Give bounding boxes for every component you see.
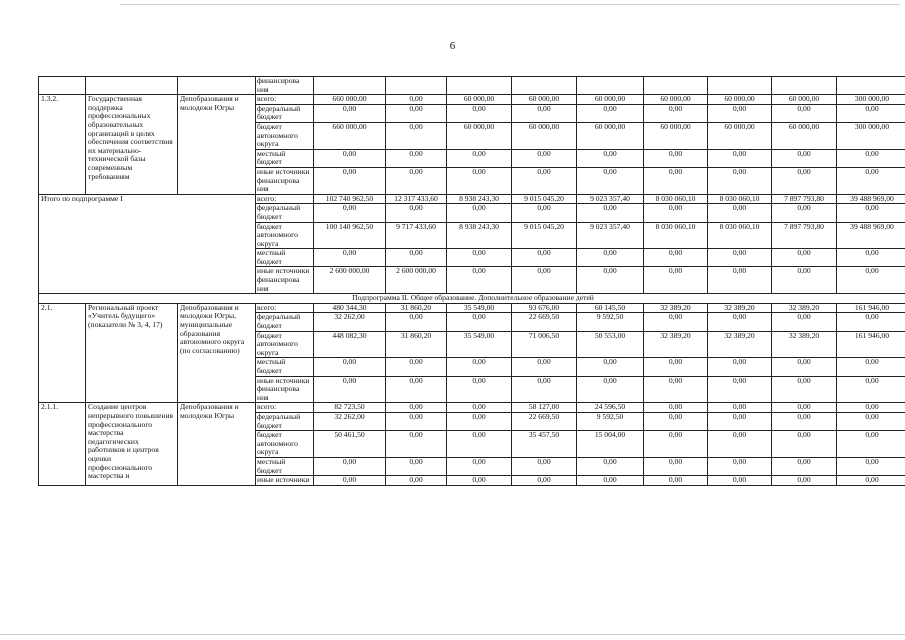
amount-cell: 0,00	[447, 267, 512, 294]
amount-cell: 0,00	[772, 403, 837, 413]
amount-cell: 60 000,00	[772, 122, 837, 149]
funding-source-cell: местный бюджет	[256, 358, 314, 376]
amount-cell: 0,00	[386, 431, 447, 458]
amount-cell: 50 461,50	[314, 431, 386, 458]
amount-cell: 0,00	[837, 267, 905, 294]
funding-source-cell: всего:	[256, 194, 314, 204]
amount-cell: 60 000,00	[708, 122, 772, 149]
amount-cell: 60 145,50	[577, 303, 644, 313]
amount-cell: 8 030 060,10	[644, 194, 708, 204]
financing-table-body	[39, 77, 905, 486]
amount-cell: 58 127,00	[512, 403, 577, 413]
event-name-cell: Государственная поддержка профессиональных образовательных организаций в целях обеспечения соответствия их материально-технической базы современным требованиям	[86, 95, 178, 195]
event-name-cell: Создание центров непрерывного повышения профессионального мастерства педагогических работников и центров оценки профессионального мастерства и	[86, 403, 178, 485]
amount-cell: 8 030 060,10	[708, 194, 772, 204]
amount-cell: 39 488 969,00	[837, 194, 905, 204]
amount-cell: 0,00	[512, 267, 577, 294]
amount-cell: 0,00	[708, 204, 772, 222]
funding-source-cell: федеральный бюджет	[256, 204, 314, 222]
amount-cell: 9 592,50	[577, 412, 644, 430]
amount-cell: 2 600 000,00	[386, 267, 447, 294]
funding-source-cell: всего:	[256, 303, 314, 313]
amount-cell: 0,00	[644, 313, 708, 331]
amount-cell: 0,00	[386, 204, 447, 222]
amount-cell: 0,00	[644, 149, 708, 167]
amount-cell: 0,00	[314, 457, 386, 475]
subtotal-label: Итого по подпрограмме I	[39, 194, 256, 294]
amount-cell: 31 860,20	[386, 331, 447, 358]
amount-cell: 60 000,00	[708, 95, 772, 105]
amount-cell	[772, 77, 837, 95]
amount-cell: 0,00	[772, 149, 837, 167]
amount-cell: 0,00	[772, 457, 837, 475]
amount-cell: 0,00	[512, 104, 577, 122]
amount-cell: 0,00	[314, 358, 386, 376]
funding-source-cell: иные источники	[256, 476, 314, 486]
amount-cell: 0,00	[386, 376, 447, 403]
amount-cell: 0,00	[772, 204, 837, 222]
amount-cell: 0,00	[447, 403, 512, 413]
amount-cell: 0,00	[512, 167, 577, 194]
amount-cell	[837, 77, 905, 95]
amount-cell: 50 553,00	[577, 331, 644, 358]
amount-cell: 0,00	[772, 104, 837, 122]
amount-cell: 9 015 045,20	[512, 194, 577, 204]
event-name-cell: Региональный проект «Учитель будущего» (показатели № 3, 4, 17)	[86, 303, 178, 403]
amount-cell: 0,00	[708, 149, 772, 167]
amount-cell: 0,00	[772, 267, 837, 294]
amount-cell: 0,00	[644, 431, 708, 458]
amount-cell: 0,00	[644, 412, 708, 430]
amount-cell: 0,00	[577, 167, 644, 194]
amount-cell: 0,00	[447, 476, 512, 486]
amount-cell: 0,00	[837, 149, 905, 167]
amount-cell: 22 669,50	[512, 412, 577, 430]
amount-cell: 32 389,20	[772, 331, 837, 358]
funding-source-cell: иные источники финансирова ния	[256, 376, 314, 403]
table-row	[39, 194, 905, 204]
funding-source-cell: бюджет автономного округа	[256, 431, 314, 458]
amount-cell: 0,00	[708, 267, 772, 294]
amount-cell: 0,00	[386, 104, 447, 122]
amount-cell: 0,00	[447, 358, 512, 376]
amount-cell: 0,00	[512, 376, 577, 403]
subprogram-header-row	[39, 294, 905, 304]
amount-cell: 0,00	[577, 358, 644, 376]
amount-cell: 100 140 962,50	[314, 222, 386, 249]
funding-source-cell: местный бюджет	[256, 149, 314, 167]
amount-cell: 0,00	[708, 431, 772, 458]
amount-cell: 9 023 357,40	[577, 194, 644, 204]
amount-cell: 0,00	[772, 476, 837, 486]
amount-cell: 0,00	[512, 476, 577, 486]
amount-cell: 0,00	[577, 149, 644, 167]
amount-cell: 8 030 060,10	[644, 222, 708, 249]
amount-cell: 0,00	[644, 376, 708, 403]
responsible-cell: Депобразования и молодежи Югры	[178, 95, 256, 195]
amount-cell: 0,00	[577, 457, 644, 475]
funding-source-cell: иные источники финансирова ния	[256, 167, 314, 194]
amount-cell: 0,00	[386, 122, 447, 149]
amount-cell: 7 897 793,80	[772, 222, 837, 249]
amount-cell: 0,00	[314, 149, 386, 167]
amount-cell: 161 946,00	[837, 303, 905, 313]
amount-cell: 2 600 000,00	[314, 267, 386, 294]
amount-cell: 32 389,20	[772, 303, 837, 313]
amount-cell: 60 000,00	[772, 95, 837, 105]
amount-cell: 0,00	[837, 412, 905, 430]
amount-cell: 8 030 060,10	[708, 222, 772, 249]
amount-cell: 0,00	[577, 267, 644, 294]
amount-cell: 0,00	[314, 104, 386, 122]
amount-cell: 0,00	[447, 249, 512, 267]
amount-cell: 0,00	[386, 403, 447, 413]
amount-cell: 9 717 433,60	[386, 222, 447, 249]
amount-cell: 60 000,00	[512, 122, 577, 149]
responsible-cell	[178, 77, 256, 95]
amount-cell: 0,00	[577, 104, 644, 122]
amount-cell: 0,00	[837, 313, 905, 331]
amount-cell: 0,00	[772, 376, 837, 403]
number-cell	[39, 77, 86, 95]
amount-cell: 0,00	[447, 104, 512, 122]
amount-cell: 32 389,20	[644, 331, 708, 358]
amount-cell	[314, 77, 386, 95]
amount-cell: 0,00	[837, 167, 905, 194]
amount-cell: 0,00	[837, 204, 905, 222]
amount-cell: 31 860,20	[386, 303, 447, 313]
amount-cell: 0,00	[447, 149, 512, 167]
scan-edge-top	[120, 4, 900, 5]
amount-cell: 0,00	[708, 313, 772, 331]
page-number: 6	[449, 40, 456, 52]
funding-source-cell: всего:	[256, 403, 314, 413]
amount-cell: 0,00	[708, 412, 772, 430]
amount-cell: 60 000,00	[644, 122, 708, 149]
funding-source-cell: федеральный бюджет	[256, 104, 314, 122]
amount-cell: 0,00	[644, 476, 708, 486]
amount-cell: 448 082,30	[314, 331, 386, 358]
amount-cell: 0,00	[447, 167, 512, 194]
amount-cell: 0,00	[386, 95, 447, 105]
funding-source-cell: местный бюджет	[256, 457, 314, 475]
number-cell: 2.1.1.	[39, 403, 86, 485]
amount-cell: 9 023 357,40	[577, 222, 644, 249]
amount-cell: 0,00	[772, 167, 837, 194]
amount-cell: 0,00	[577, 476, 644, 486]
amount-cell: 7 897 793,80	[772, 194, 837, 204]
amount-cell: 0,00	[512, 249, 577, 267]
amount-cell: 0,00	[708, 104, 772, 122]
amount-cell: 0,00	[708, 403, 772, 413]
amount-cell: 0,00	[512, 457, 577, 475]
amount-cell: 32 262,00	[314, 412, 386, 430]
amount-cell	[577, 77, 644, 95]
amount-cell: 32 389,20	[708, 303, 772, 313]
amount-cell: 0,00	[772, 412, 837, 430]
amount-cell: 0,00	[708, 457, 772, 475]
funding-source-cell: бюджет автономного округа	[256, 122, 314, 149]
funding-source-cell: финансирова ния	[256, 77, 314, 95]
amount-cell: 0,00	[644, 167, 708, 194]
amount-cell: 0,00	[837, 403, 905, 413]
amount-cell: 0,00	[447, 431, 512, 458]
amount-cell: 22 669,50	[512, 313, 577, 331]
amount-cell: 161 946,00	[837, 331, 905, 358]
amount-cell: 93 676,00	[512, 303, 577, 313]
amount-cell: 0,00	[837, 376, 905, 403]
amount-cell: 0,00	[837, 457, 905, 475]
amount-cell: 0,00	[512, 149, 577, 167]
amount-cell: 35 549,00	[447, 331, 512, 358]
amount-cell: 0,00	[772, 249, 837, 267]
amount-cell: 60 000,00	[447, 122, 512, 149]
financing-table	[38, 76, 905, 486]
amount-cell: 0,00	[386, 167, 447, 194]
amount-cell: 82 723,50	[314, 403, 386, 413]
subprogram-title: Подпрограмма II. Общее образование. Дополнительное образование детей	[39, 294, 905, 304]
table-row	[39, 403, 905, 413]
amount-cell: 71 006,50	[512, 331, 577, 358]
number-cell: 2.1.	[39, 303, 86, 403]
amount-cell: 0,00	[386, 149, 447, 167]
amount-cell: 0,00	[447, 412, 512, 430]
amount-cell	[512, 77, 577, 95]
amount-cell: 9 015 045,20	[512, 222, 577, 249]
table-row	[39, 95, 905, 105]
amount-cell	[447, 77, 512, 95]
amount-cell: 60 000,00	[644, 95, 708, 105]
amount-cell: 300 000,00	[837, 95, 905, 105]
amount-cell: 0,00	[772, 313, 837, 331]
table-row	[39, 77, 905, 95]
amount-cell: 0,00	[644, 104, 708, 122]
responsible-cell: Депобразования и молодежи Югры, муниципальные образования автономного округа (по согласованию)	[178, 303, 256, 403]
amount-cell: 0,00	[644, 204, 708, 222]
amount-cell: 0,00	[314, 167, 386, 194]
scan-edge-bottom	[0, 634, 905, 635]
amount-cell: 0,00	[837, 431, 905, 458]
amount-cell: 12 317 433,60	[386, 194, 447, 204]
amount-cell: 60 000,00	[577, 122, 644, 149]
amount-cell: 480 344,30	[314, 303, 386, 313]
amount-cell: 0,00	[644, 457, 708, 475]
amount-cell: 0,00	[577, 249, 644, 267]
amount-cell: 60 000,00	[447, 95, 512, 105]
amount-cell: 0,00	[386, 476, 447, 486]
amount-cell: 0,00	[386, 313, 447, 331]
amount-cell: 32 389,20	[644, 303, 708, 313]
amount-cell: 0,00	[708, 358, 772, 376]
amount-cell: 0,00	[512, 204, 577, 222]
amount-cell: 660 000,00	[314, 122, 386, 149]
amount-cell: 24 596,50	[577, 403, 644, 413]
amount-cell: 0,00	[447, 204, 512, 222]
amount-cell: 0,00	[837, 358, 905, 376]
amount-cell: 32 262,00	[314, 313, 386, 331]
amount-cell: 0,00	[314, 376, 386, 403]
amount-cell: 0,00	[772, 358, 837, 376]
funding-source-cell: федеральный бюджет	[256, 313, 314, 331]
amount-cell: 39 488 969,00	[837, 222, 905, 249]
amount-cell: 0,00	[512, 358, 577, 376]
amount-cell: 60 000,00	[512, 95, 577, 105]
amount-cell	[708, 77, 772, 95]
amount-cell: 0,00	[708, 376, 772, 403]
amount-cell: 102 740 962,50	[314, 194, 386, 204]
table-row	[39, 303, 905, 313]
number-cell: 1.3.2.	[39, 95, 86, 195]
amount-cell: 0,00	[386, 249, 447, 267]
amount-cell: 0,00	[644, 358, 708, 376]
amount-cell: 0,00	[837, 249, 905, 267]
funding-source-cell: бюджет автономного округа	[256, 222, 314, 249]
amount-cell: 0,00	[644, 249, 708, 267]
amount-cell: 0,00	[708, 249, 772, 267]
amount-cell: 0,00	[314, 204, 386, 222]
amount-cell	[386, 77, 447, 95]
amount-cell: 8 938 243,30	[447, 222, 512, 249]
funding-source-cell: всего:	[256, 95, 314, 105]
amount-cell: 15 004,00	[577, 431, 644, 458]
amount-cell: 0,00	[708, 167, 772, 194]
funding-source-cell: иные источники финансирова ния	[256, 267, 314, 294]
amount-cell: 300 000,00	[837, 122, 905, 149]
amount-cell: 0,00	[314, 476, 386, 486]
amount-cell: 0,00	[386, 412, 447, 430]
responsible-cell: Депобразования и молодежи Югры	[178, 403, 256, 485]
funding-source-cell: федеральный бюджет	[256, 412, 314, 430]
funding-source-cell: бюджет автономного округа	[256, 331, 314, 358]
amount-cell: 32 389,20	[708, 331, 772, 358]
amount-cell: 0,00	[314, 249, 386, 267]
amount-cell: 660 000,00	[314, 95, 386, 105]
amount-cell: 35 549,00	[447, 303, 512, 313]
amount-cell: 0,00	[577, 376, 644, 403]
amount-cell: 0,00	[386, 457, 447, 475]
amount-cell: 0,00	[386, 358, 447, 376]
amount-cell: 0,00	[708, 476, 772, 486]
amount-cell: 60 000,00	[577, 95, 644, 105]
amount-cell: 8 938 243,30	[447, 194, 512, 204]
amount-cell: 0,00	[837, 104, 905, 122]
amount-cell	[644, 77, 708, 95]
amount-cell: 0,00	[837, 476, 905, 486]
amount-cell: 0,00	[644, 267, 708, 294]
funding-source-cell: местный бюджет	[256, 249, 314, 267]
amount-cell: 0,00	[447, 313, 512, 331]
event-name-cell	[86, 77, 178, 95]
amount-cell: 9 592,50	[577, 313, 644, 331]
amount-cell: 0,00	[447, 376, 512, 403]
amount-cell: 0,00	[577, 204, 644, 222]
amount-cell: 0,00	[447, 457, 512, 475]
amount-cell: 35 457,50	[512, 431, 577, 458]
amount-cell: 0,00	[644, 403, 708, 413]
amount-cell: 0,00	[772, 431, 837, 458]
